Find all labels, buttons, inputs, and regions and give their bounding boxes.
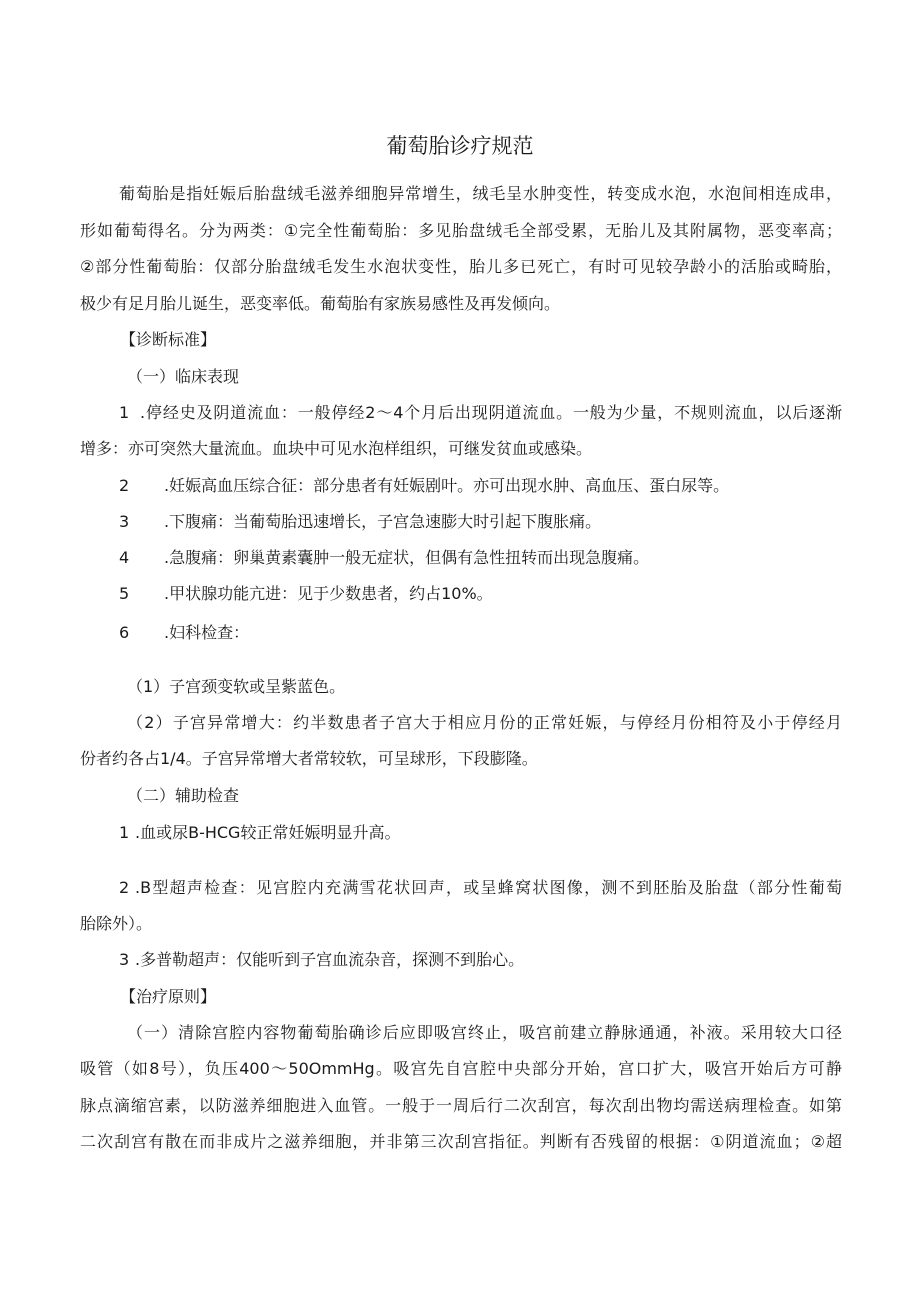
list-item-text: .下腹痛：当葡萄胎迅速增长，子宫急速膨大时引起下腹胀痛。 (164, 512, 602, 531)
list-item-text: .多普勒超声：仅能听到子宫血流杂音，探测不到胎心。 (135, 950, 525, 969)
page-title: 葡萄胎诊疗规范 (386, 134, 534, 158)
treatment-line: 脉点滴缩宫素，以防滋养细胞进入血管。一般于一周后行二次刮宫，每次刮出物均需送病理检查。如第 (80, 1096, 842, 1115)
subsection-heading-clinical: （一）临床表现 (127, 367, 240, 386)
subsection-heading-aux: （二）辅助检查 (127, 786, 240, 805)
list-item-text: .妊娠高血压综合征：部分患者有妊娠剧叶。亦可出现水肿、高血压、蛋白尿等。 (164, 476, 730, 495)
intro-line: 极少有足月胎儿诞生，恶变率低。葡萄胎有家族易感性及再发倾向。 (80, 294, 561, 313)
sub-item-text: 份者约各占1/4。子宫异常增大者常较软，可呈球形，下段膨隆。 (80, 749, 538, 768)
treatment-line: 二次刮宫有散在而非成片之滋养细胞，并非第三次刮宫指征。判断有否残留的根据：①阴道流血；②超 (80, 1132, 842, 1151)
section-heading-treatment: 【治疗原则】 (120, 987, 217, 1006)
sub-item-text: （1）子宫颈变软或呈紫蓝色。 (127, 677, 346, 696)
list-item-number: 5 (119, 584, 130, 603)
list-item-text: 胎除外）。 (80, 914, 153, 933)
intro-line: 葡萄胎是指妊娠后胎盘绒毛滋养细胞异常增生，绒毛呈水肿变性，转变成水泡，水泡间相连成串， (119, 184, 842, 203)
list-item-number: 3 (119, 512, 130, 531)
treatment-line: （一）清除宫腔内容物葡萄胎确诊后应即吸宫终止，吸宫前建立静脉通通，补液。采用较大口径 (127, 1023, 842, 1042)
list-item-text: .甲状腺功能亢进：见于少数患者，约占10%。 (164, 584, 493, 603)
list-item: 1 (119, 403, 130, 422)
list-item-number: 1 (119, 823, 130, 842)
treatment-line: 吸管（如8号），负压400～50OmmHg。吸宫先自宫腔中央部分开始，宫口扩大，吸宫开始后方可静 (80, 1059, 842, 1078)
intro-line: 形如葡萄得名。分为两类：①完全性葡萄胎：多见胎盘绒毛全部受累，无胎儿及其附属物，恶变率高； (80, 221, 842, 240)
list-item-text: 增多：亦可突然大量流血。血块中可见水泡样组织，可继发贫血或感染。 (80, 439, 593, 458)
sub-item-text: （2）子宫异常增大：约半数患者子宫大于相应月份的正常妊娠，与停经月份相符及小于停经月 (127, 713, 842, 732)
list-item-number: 4 (119, 548, 130, 567)
list-item-text: .妇科检查： (164, 623, 250, 642)
list-item-text: .血或尿B-HCG较正常妊娠明显升高。 (135, 823, 401, 842)
list-item-number: 6 (119, 623, 130, 642)
list-item-text: .停经史及阴道流血：一般停经2～4个月后出现阴道流血。一般为少量，不规则流血，以后逐渐 (140, 403, 842, 422)
list-item-text: .B型超声检查：见宫腔内充满雪花状回声，或呈蜂窝状图像，测不到胚胎及胎盘（部分性葡萄 (135, 878, 842, 897)
list-item-number: 3 (119, 950, 130, 969)
list-item-text: .急腹痛：卵巢黄素囊肿一般无症状，但偶有急性扭转而出现急腹痛。 (164, 548, 650, 567)
list-item-number: 2 (119, 878, 130, 897)
list-item-number: 2 (119, 476, 130, 495)
section-heading-diagnosis: 【诊断标准】 (120, 330, 217, 349)
intro-line: ②部分性葡萄胎：仅部分胎盘绒毛发生水泡状变性，胎儿多已死亡，有时可见较孕龄小的活胎或畸胎， (80, 257, 842, 276)
